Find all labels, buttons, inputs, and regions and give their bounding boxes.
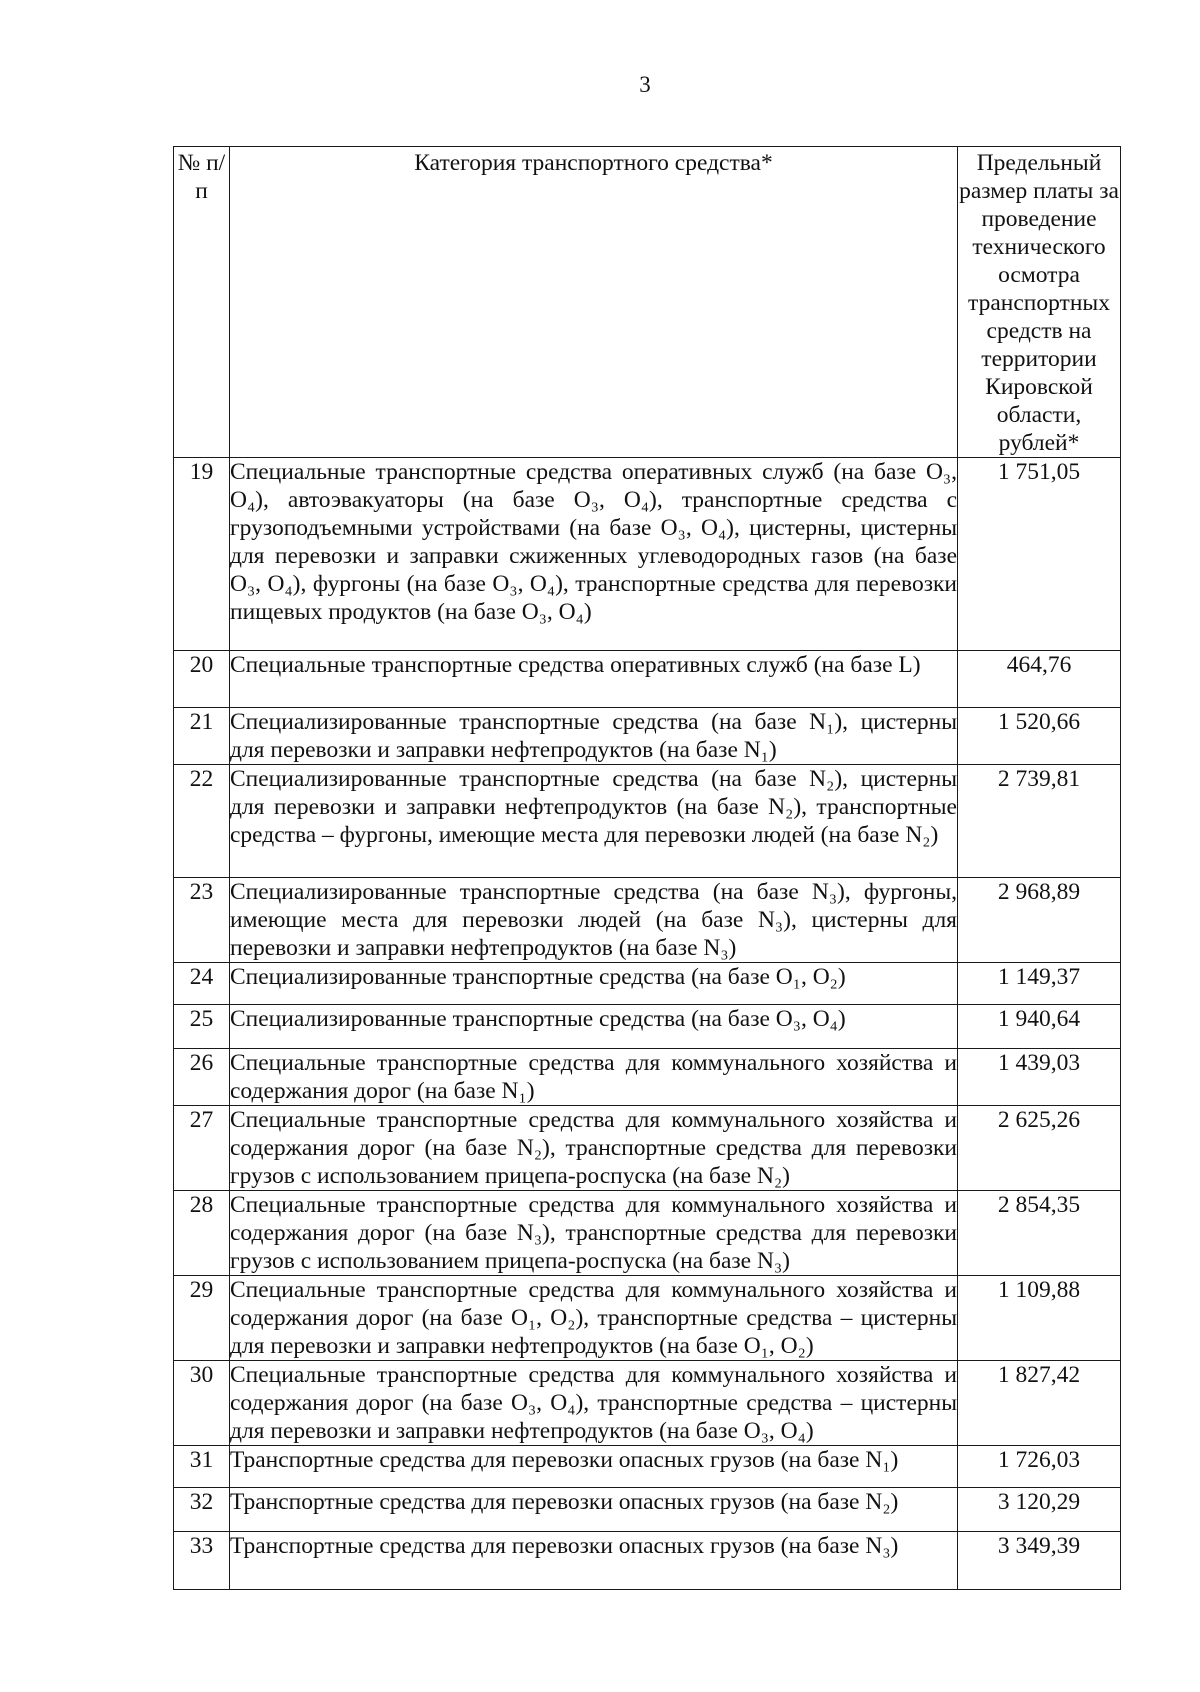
row-number: 20	[174, 651, 230, 708]
table-row	[174, 1446, 1121, 1488]
header-fee: Предельный размер платы за проведение технического осмотра транспортных средств на территории Кировской области, рублей*	[958, 147, 1121, 458]
row-fee: 1 751,05	[958, 458, 1121, 651]
table-row	[174, 765, 1121, 878]
table-row	[174, 1191, 1121, 1276]
row-number: 32	[174, 1488, 230, 1532]
table-row	[174, 1276, 1121, 1361]
header-category: Категория транспортного средства*	[230, 147, 958, 458]
row-fee: 464,76	[958, 651, 1121, 708]
row-number: 26	[174, 1049, 230, 1106]
table-row	[174, 1106, 1121, 1191]
row-number: 33	[174, 1532, 230, 1590]
row-category: Специальные транспортные средства оперативных служб (на базе O₃, O₄), автоэвакуаторы (на базе O₃, O₄), транспортные средства с грузоподъемными устройствами (на базе O₃, O₄), цистерны, цистерны для перевозки и заправки сжиженных углеводородных газов (на базе O₃, O₄), фургоны (на базе O₃, O₄), транспортные средства для перевозки пищевых продуктов (на базе O₃, O₄)	[230, 458, 958, 651]
row-category: Специализированные транспортные средства (на базе N₃), фургоны, имеющие места для перевозки людей (на базе N₃), цистерны для перевозки и заправки нефтепродуктов (на базе N₃)	[230, 879, 957, 961]
row-fee: 2 854,35	[958, 1191, 1121, 1276]
row-number: 30	[174, 1361, 230, 1446]
table-row	[174, 963, 1121, 1005]
fee-table-body	[174, 147, 1121, 1590]
page-number: 3	[639, 72, 651, 97]
fee-table	[173, 146, 1121, 1590]
row-fee: 1 149,37	[958, 963, 1121, 1005]
row-number: 22	[174, 765, 230, 878]
row-category: Специализированные транспортные средства (на базе O₃, O₄)	[230, 1005, 958, 1049]
row-fee: 1 109,88	[958, 1276, 1121, 1361]
row-number: 27	[174, 1106, 230, 1191]
row-category: Специализированные транспортные средства (на базе N₁), цистерны для перевозки и заправки нефтепродуктов (на базе N₁)	[230, 709, 957, 763]
row-fee: 1 827,42	[958, 1361, 1121, 1446]
row-category: Специальные транспортные средства для коммунального хозяйства и содержания дорог (на базе O₃, O₄), транспортные средства – цистерны для перевозки и заправки нефтепродуктов (на базе O₃, O₄)	[230, 1362, 957, 1444]
table-row	[174, 1005, 1121, 1049]
table-row	[174, 1532, 1121, 1590]
table-row	[174, 1361, 1121, 1446]
row-number: 31	[174, 1446, 230, 1488]
table-row	[174, 1049, 1121, 1106]
row-number: 24	[174, 963, 230, 1005]
row-number: 28	[174, 1191, 230, 1276]
row-fee: 1 520,66	[958, 708, 1121, 765]
table-row	[174, 1488, 1121, 1532]
row-fee: 1 726,03	[958, 1446, 1121, 1488]
row-fee: 2 739,81	[958, 765, 1121, 878]
row-fee: 2 968,89	[958, 878, 1121, 963]
row-category: Транспортные средства для перевозки опасных грузов (на базе N₃)	[230, 1532, 958, 1590]
row-number: 23	[174, 878, 230, 963]
row-fee: 1 940,64	[958, 1005, 1121, 1049]
table-row	[174, 878, 1121, 963]
row-category: Транспортные средства для перевозки опасных грузов (на базе N₁)	[230, 1446, 958, 1488]
row-category: Специализированные транспортные средства (на базе O₁, O₂)	[230, 963, 958, 1005]
row-category: Специализированные транспортные средства (на базе N₂), цистерны для перевозки и заправки нефтепродуктов (на базе N₂), транспортные средства – фургоны, имеющие места для перевозки людей (на базе N₂)	[230, 765, 958, 878]
header-number: № п/п	[174, 147, 230, 458]
row-number: 21	[174, 708, 230, 765]
row-category: Специальные транспортные средства для коммунального хозяйства и содержания дорог (на базе N₂), транспортные средства для перевозки грузов с использованием прицепа-роспуска (на базе N₂)	[230, 1107, 957, 1189]
table-row	[174, 651, 1121, 708]
row-number: 19	[174, 458, 230, 651]
row-number: 29	[174, 1276, 230, 1361]
table-row	[174, 708, 1121, 765]
table-row	[174, 458, 1121, 651]
row-fee: 3 349,39	[958, 1532, 1121, 1590]
row-category: Специальные транспортные средства оперативных служб (на базе L)	[230, 651, 958, 708]
row-number: 25	[174, 1005, 230, 1049]
row-fee: 1 439,03	[958, 1049, 1121, 1106]
row-fee: 2 625,26	[958, 1106, 1121, 1191]
row-category: Специальные транспортные средства для коммунального хозяйства и содержания дорог (на базе N₃), транспортные средства для перевозки грузов с использованием прицепа-роспуска (на базе N₃)	[230, 1192, 957, 1274]
row-category: Специальные транспортные средства для коммунального хозяйства и содержания дорог (на базе N₁)	[230, 1050, 957, 1104]
row-category: Транспортные средства для перевозки опасных грузов (на базе N₂)	[230, 1488, 958, 1532]
row-category: Специальные транспортные средства для коммунального хозяйства и содержания дорог (на базе O₁, O₂), транспортные средства – цистерны для перевозки и заправки нефтепродуктов (на базе O₁, O₂)	[230, 1277, 957, 1359]
row-fee: 3 120,29	[958, 1488, 1121, 1532]
table-header-row	[174, 147, 1121, 458]
